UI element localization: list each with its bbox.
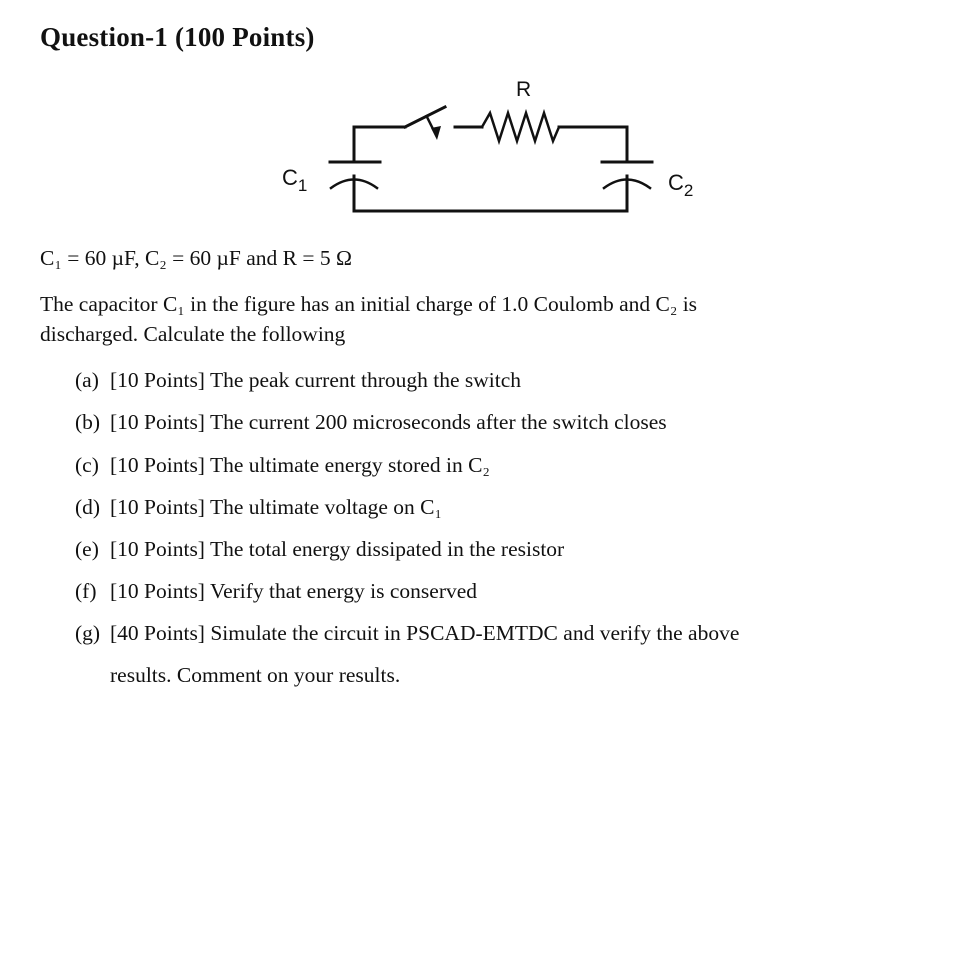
- problem-statement-line-2: discharged. Calculate the following: [40, 322, 346, 346]
- switch-arrow-head: [431, 126, 441, 140]
- question-item-a: [75, 365, 521, 395]
- switch-blade: [405, 107, 445, 127]
- question-item-c: [75, 450, 490, 480]
- resistor-zigzag: [482, 113, 559, 141]
- question-item-b: [75, 407, 667, 437]
- question-item-g-continuation: results. Comment on your results.: [110, 663, 401, 687]
- item-text: [10 Points] The total energy dissipated in the resistor: [110, 537, 565, 561]
- resistor-label: R: [516, 78, 532, 101]
- item-label: (a): [75, 368, 99, 392]
- problem-statement-line-1: The capacitor C₁ in the figure has an initial charge of 1.0 Coulomb and C₂ is: [40, 292, 698, 316]
- item-text: [10 Points] The current 200 microseconds after the switch closes: [110, 410, 667, 434]
- question-item-f: [75, 576, 477, 606]
- item-text: [10 Points] Verify that energy is conserved: [110, 579, 478, 603]
- c1-label: $C_1$: [282, 165, 308, 195]
- circuit-diagram: [270, 70, 720, 230]
- item-text: [10 Points] The ultimate voltage on C₁: [110, 495, 442, 519]
- item-text: [10 Points] The ultimate energy stored in C₂: [110, 453, 490, 477]
- item-label: (e): [75, 537, 99, 561]
- bottom-wire: [354, 190, 627, 211]
- item-label: (b): [75, 410, 101, 434]
- given-values: C₁ = 60 µF, C₂ = 60 µF and R = 5 Ω: [40, 246, 353, 270]
- question-title: Question-1 (100 Points): [40, 22, 315, 52]
- item-label: (d): [75, 495, 101, 519]
- question-item-d: [75, 492, 442, 522]
- c2-label: $C_2$: [668, 170, 694, 200]
- item-label: (c): [75, 453, 99, 477]
- right-top-wire: [559, 127, 627, 160]
- item-label: (g): [75, 621, 101, 645]
- item-text: [40 Points] Simulate the circuit in PSCAD-EMTDC and verify the above: [110, 621, 740, 645]
- item-text: [10 Points] The peak current through the switch: [110, 368, 521, 392]
- question-item-g: [75, 618, 739, 648]
- item-label: (f): [75, 579, 97, 603]
- left-top-wire: [354, 127, 405, 160]
- question-item-e: [75, 534, 564, 564]
